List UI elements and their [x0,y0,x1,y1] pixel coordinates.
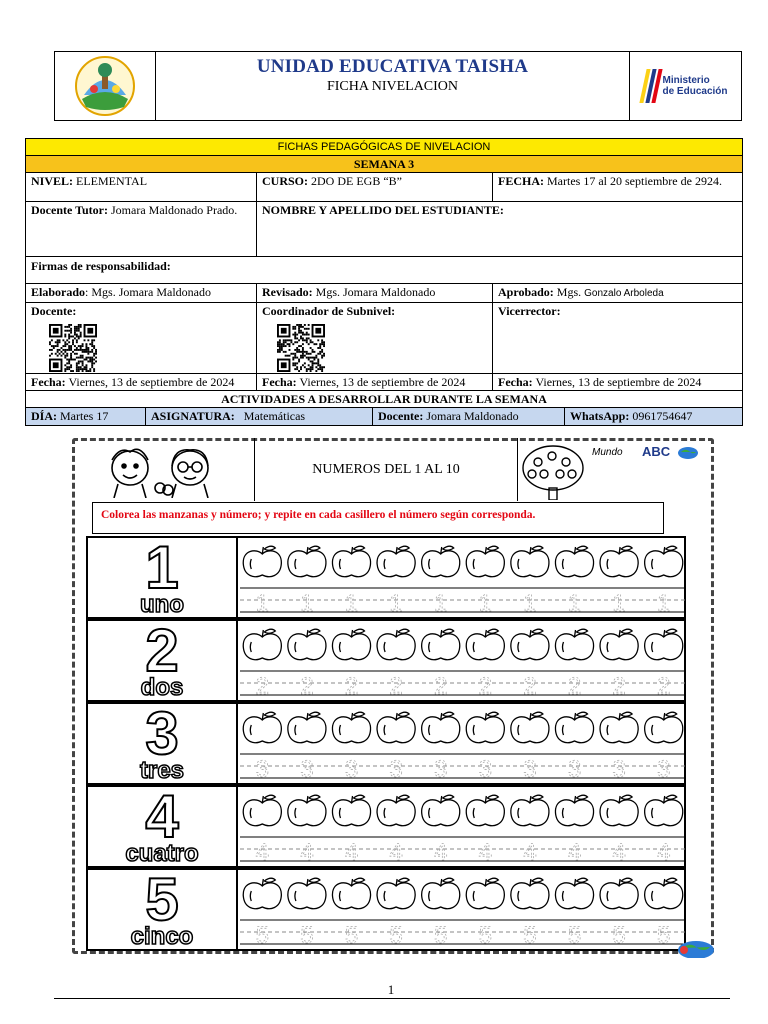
apple-icon[interactable] [377,795,415,825]
traceable-digit: 1 [255,590,269,614]
apple-icon[interactable] [422,546,460,576]
apple-icon[interactable] [511,712,549,742]
traceable-digit: 1 [567,590,582,614]
apples-row [240,710,686,746]
whatsapp-cell [565,408,743,426]
vicerrector-sign-label: Vicerrector: [498,304,561,318]
aprobado-label: Aprobado: [498,285,554,299]
apple-icon[interactable] [555,878,593,908]
apples-row [240,627,686,663]
fecha-sign-value: Viernes, 13 de septiembre de 2024 [65,375,235,389]
apple-icon[interactable] [377,546,415,576]
number-cell [88,534,238,618]
asignatura-label: ASIGNATURA: [151,409,235,423]
fecha-sign-2 [257,374,493,391]
traceable-digit: 1 [478,590,492,614]
apple-icon[interactable] [243,795,281,825]
nivel-value: ELEMENTAL [73,174,148,188]
apple-icon[interactable] [332,546,370,576]
tracing-lines[interactable] [240,586,686,614]
aprobado-value: Mgs. [553,285,585,299]
number-word: cinco [130,923,194,950]
traceable-digit: 4 [478,839,492,863]
fecha-value: Martes 17 al 20 septiembre de 2924. [544,174,722,188]
worksheet [72,438,714,954]
apple-icon[interactable] [288,878,326,908]
traceable-digit: 4 [567,839,582,863]
apple-icon[interactable] [600,878,638,908]
number-word: cuatro [125,840,199,867]
traceable-digit: 4 [434,839,448,863]
number-row [86,619,686,702]
fecha-sign-label: Fecha: [498,375,533,389]
apple-icon[interactable] [332,795,370,825]
fichas-title: FICHAS PEDAGÓGICAS DE NIVELACION [26,139,743,156]
traceable-digit: 4 [255,839,269,863]
firmas-cell [26,257,743,284]
apple-icon[interactable] [243,712,281,742]
whatsapp-label: WhatsApp: [570,409,630,423]
apple-icon[interactable] [466,712,504,742]
apple-icon[interactable] [466,546,504,576]
traceable-digit: 1 [344,590,359,614]
traceable-digit: 1 [612,590,626,614]
ministry-logo [629,52,741,120]
number-word: dos [140,674,184,701]
apple-icon[interactable] [288,546,326,576]
traceable-digit: 4 [300,839,314,863]
coordinador-sign-label: Coordinador de Subnivel: [262,304,396,318]
elaborado-cell [26,284,257,303]
ministry-line1: Ministerio [662,75,710,86]
traceable-digit: 5 [389,922,403,946]
docente-sign-cell [26,303,257,374]
traceable-digit: 3 [434,756,448,780]
number-word: tres [139,757,185,784]
document-header [54,51,742,121]
traceable-digit: 2 [434,673,448,697]
revisado-value: Mgs. Jomara Maldonado [312,285,436,299]
apple-icon[interactable] [422,629,460,659]
header-title-area [156,52,629,120]
children-illustration-icon [90,444,240,498]
apple-icon[interactable] [555,712,593,742]
brand-mundo: Mundo [592,447,623,458]
traceable-digit: 4 [389,839,403,863]
instruction-box [92,502,664,534]
nivel-label: NIVEL: [31,174,74,188]
traceable-digit: 5 [255,922,269,946]
number-cell [88,617,238,701]
student-name-cell[interactable] [257,202,743,257]
traceable-digit: 1 [434,590,448,614]
dia-label: DÍA: [31,409,57,423]
number-cell [88,783,238,867]
apple-icon[interactable] [511,878,549,908]
dia-value: Martes 17 [57,409,109,423]
traceable-digit: 2 [657,673,671,697]
apple-icon[interactable] [511,795,549,825]
dia-cell [26,408,146,426]
fecha-sign-value: Viernes, 13 de septiembre de 2024 [296,375,466,389]
apple-icon[interactable] [377,712,415,742]
revisado-cell [257,284,493,303]
qr-code-icon [49,324,97,372]
aprobado-name: Gonzalo Arboleda [584,288,664,299]
number-row [86,785,686,868]
school-name: UNIDAD EDUCATIVA TAISHA [256,56,529,77]
tracing-lines[interactable] [240,918,686,946]
apple-icon[interactable] [645,712,683,742]
traceable-digit: 5 [300,922,314,946]
apple-icon[interactable] [422,878,460,908]
traceable-digit: 3 [612,756,626,780]
curso-cell [257,173,493,202]
worksheet-title: NUMEROS DEL 1 AL 10 [312,461,460,477]
apple-icon[interactable] [377,629,415,659]
asignatura-value: Matemáticas [243,409,306,423]
apple-icon[interactable] [422,712,460,742]
fecha-sign-value: Viernes, 13 de septiembre de 2024 [532,375,702,389]
apple-icon[interactable] [243,546,281,576]
traceable-digit: 3 [523,756,537,780]
big-digit: 5 [145,866,179,933]
tracing-lines[interactable] [240,752,686,780]
globe-icon [676,938,716,958]
globe-icon [677,446,699,460]
fecha-sign-label: Fecha: [262,375,297,389]
traceable-digit: 4 [523,839,537,863]
docente-tutor-value: Jomara Maldonado Prado. [108,203,238,217]
apple-icon[interactable] [288,795,326,825]
apple-icon[interactable] [645,795,683,825]
docente2-cell [373,408,565,426]
page-number: 1 [387,982,395,997]
big-digit: 1 [145,534,179,601]
elaborado-label: Elaborado [31,285,86,299]
fecha-sign-3 [493,374,743,391]
traceable-digit: 1 [389,590,403,614]
traceable-digit: 2 [344,673,359,697]
aprobado-cell [493,284,743,303]
apple-icon[interactable] [600,795,638,825]
school-seal-icon [74,55,136,117]
apple-icon[interactable] [466,629,504,659]
info-table [25,138,743,426]
ministry-flag-icon [640,69,663,103]
apple-icon[interactable] [243,878,281,908]
docente-tutor-label: Docente Tutor: [31,203,108,217]
traceable-digit: 1 [657,590,671,614]
traceable-digit: 5 [657,922,671,946]
number-row [86,702,686,785]
vicerrector-sign-cell [493,303,743,374]
traceable-digit: 2 [300,673,314,697]
traceable-digit: 3 [657,756,671,780]
nivel-cell [26,173,257,202]
traceable-digit: 5 [478,922,492,946]
number-row [86,868,686,951]
traceable-digit: 2 [478,673,492,697]
student-name-label: NOMBRE Y APELLIDO DEL ESTUDIANTE: [262,203,504,217]
number-cell [88,700,238,784]
qr-code-icon [277,324,325,372]
number-cell [88,866,238,950]
traceable-digit: 2 [567,673,582,697]
apple-icon[interactable] [466,878,504,908]
apple-icon[interactable] [332,629,370,659]
fecha-sign-label: Fecha: [31,375,66,389]
traceable-digit: 3 [478,756,492,780]
instruction-text: Colorea las manzanas y número; y repite en cada casillero el número según corresponda. [101,509,536,521]
traceable-digit: 5 [344,922,359,946]
traceable-digit: 5 [523,922,537,946]
apple-icon[interactable] [600,629,638,659]
traceable-digit: 2 [523,673,537,697]
actividades-title: ACTIVIDADES A DESARROLLAR DURANTE LA SEMANA [26,391,743,408]
traceable-digit: 2 [612,673,626,697]
school-logo [55,52,156,120]
curso-label: CURSO: [262,174,309,188]
big-digit: 2 [145,617,179,684]
docente-tutor-cell [26,202,257,257]
asignatura-cell [146,408,373,426]
worksheet-title-box [254,438,518,501]
number-row [86,536,686,619]
apple-icon[interactable] [332,878,370,908]
apples-row [240,544,686,580]
big-digit: 4 [145,783,179,850]
apple-icon[interactable] [645,546,683,576]
apple-icon[interactable] [511,546,549,576]
traceable-digit: 4 [344,839,359,863]
fecha-sign-1 [26,374,257,391]
apple-icon[interactable] [600,712,638,742]
apple-icon[interactable] [555,629,593,659]
whatsapp-value: 0961754647 [629,409,693,423]
apple-icon[interactable] [511,629,549,659]
revisado-label: Revisado: [262,285,313,299]
traceable-digit: 5 [567,922,582,946]
traceable-digit: 3 [567,756,582,780]
apple-icon[interactable] [243,629,281,659]
apple-tree-icon [518,444,588,500]
traceable-digit: 5 [434,922,448,946]
big-digit: 3 [145,700,179,767]
fecha-cell [493,173,743,202]
apple-icon[interactable] [466,795,504,825]
docente2-label: Docente: [378,409,424,423]
firmas-label: Firmas de responsabilidad: [31,259,171,273]
traceable-digit: 2 [255,673,269,697]
footer-rule [54,998,730,999]
traceable-digit: 3 [344,756,359,780]
apple-icon[interactable] [645,878,683,908]
traceable-digit: 4 [612,839,626,863]
traceable-digit: 2 [389,673,403,697]
apple-icon[interactable] [600,546,638,576]
apple-icon[interactable] [377,878,415,908]
traceable-digit: 4 [657,839,671,863]
tracing-lines[interactable] [240,835,686,863]
apple-icon[interactable] [332,712,370,742]
fecha-label: FECHA: [498,174,544,188]
coordinador-sign-cell [257,303,493,374]
apple-icon[interactable] [555,546,593,576]
apple-icon[interactable] [288,712,326,742]
ministry-line2: de Educación [662,86,728,97]
elaborado-value: : Mgs. Jomara Maldonado [85,285,211,299]
semana: SEMANA 3 [26,156,743,173]
traceable-digit: 5 [612,922,626,946]
traceable-digit: 1 [523,590,537,614]
docente-sign-label: Docente: [31,304,77,318]
tracing-lines[interactable] [240,669,686,697]
traceable-digit: 3 [300,756,314,780]
docente2-value: Jomara Maldonado [423,409,519,423]
traceable-digit: 1 [300,590,314,614]
apple-icon[interactable] [645,629,683,659]
brand-abc: ABC [642,444,671,459]
curso-value: 2DO DE EGB “B” [308,174,402,188]
apple-icon[interactable] [555,795,593,825]
apple-icon[interactable] [288,629,326,659]
traceable-digit: 3 [255,756,269,780]
apple-icon[interactable] [422,795,460,825]
number-word: uno [140,591,184,618]
traceable-digit: 3 [389,756,403,780]
apples-row [240,793,686,829]
document-type: FICHA NIVELACION [326,79,459,94]
apples-row [240,876,686,912]
